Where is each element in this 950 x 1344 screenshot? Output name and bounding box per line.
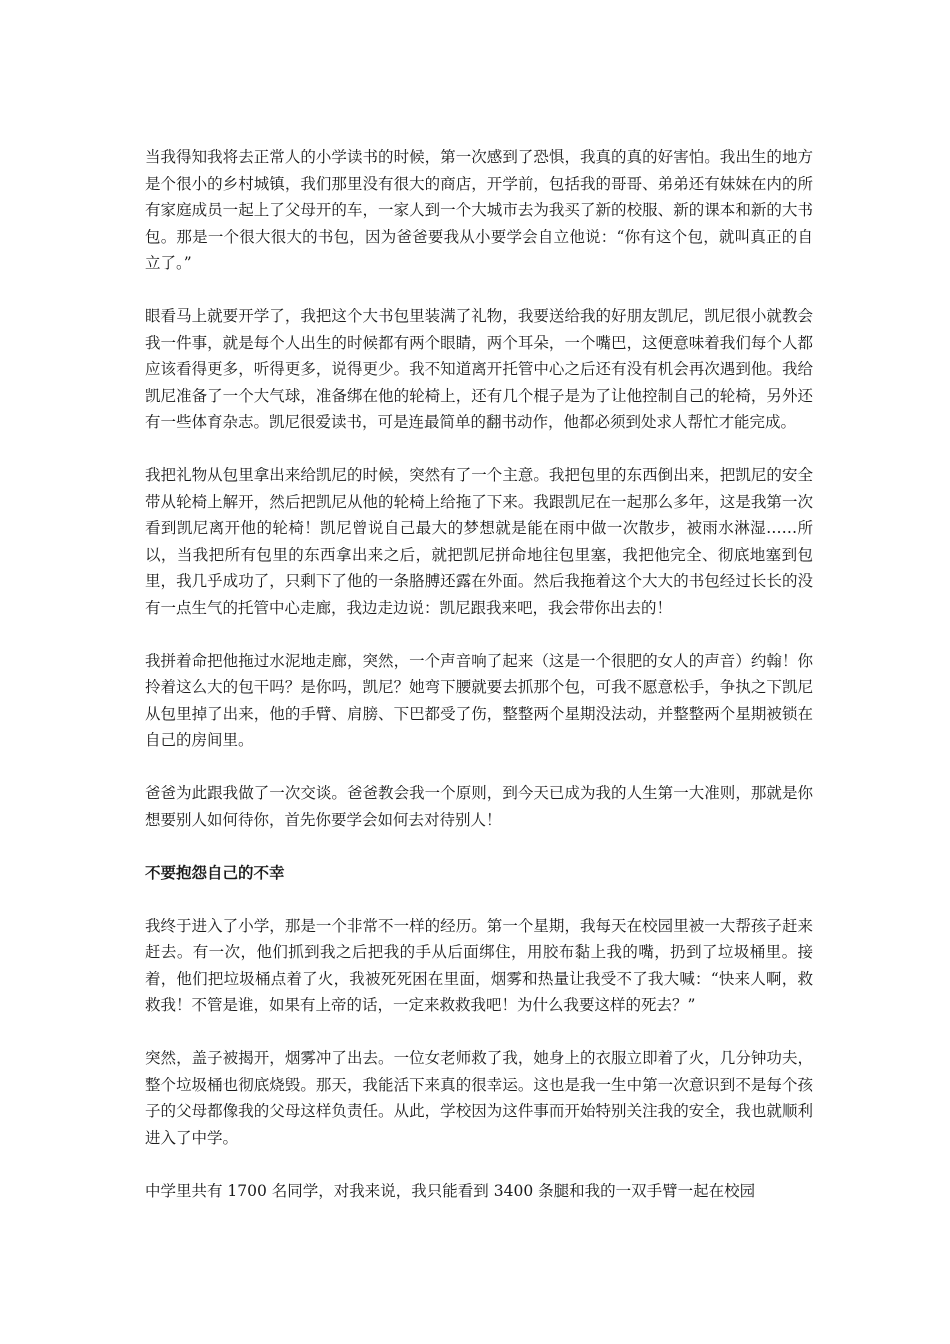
document-page [145,144,813,1231]
section-heading: 不要抱怨自己的不幸 [145,863,285,882]
paragraph: 爸爸为此跟我做了一次交谈。爸爸教会我一个原则，到今天已成为我的人生第一大准则，那就是你想要别人如何待你，首先你要学会如何去对待别人！ [145,784,813,829]
paragraph: 我终于进入了小学，那是一个非常不一样的经历。第一个星期，我每天在校园里被一大帮孩子赶来赶去。有一次，他们抓到我之后把我的手从后面绑住，用胶布黏上我的嘴，扔到了垃圾桶里。接着，他们把垃圾桶点着了火，我被死死困在里面，烟雾和热量让我受不了我大喊：“快来人啊，救救我！不管是谁，如果有上帝的话，一定来救救我吧！为什么我要这样的死去？” [145,916,813,1014]
paragraph: 中学里共有 1700 名同学，对我来说，我只能看到 3400 条腿和我的一双手臂一起在校园 [145,1181,756,1200]
paragraph: 眼看马上就要开学了，我把这个大书包里装满了礼物，我要送给我的好朋友凯尼，凯尼很小就教会我一件事，就是每个人出生的时候都有两个眼睛，两个耳朵，一个嘴巴，这便意味着我们每个人都应该看得更多，听得更多，说得更少。我不知道离开托管中心之后还有没有机会再次遇到他。我给凯尼准备了一个大气球，准备绑在他的轮椅上，还有几个棍子是为了让他控制自己的轮椅，另外还有一些体育杂志。凯尼很爱读书，可是连最简单的翻书动作，他都必须到处求人帮忙才能完成。 [145,307,813,431]
paragraph: 当我得知我将去正常人的小学读书的时候，第一次感到了恐惧，我真的真的好害怕。我出生的地方是个很小的乡村城镇，我们那里没有很大的商店，开学前，包括我的哥哥、弟弟还有妹妹在内的所有家庭成员一起上了父母开的车，一家人到一个大城市去为我买了新的校服、新的课本和新的大书包。那是一个很大很大的书包，因为爸爸要我从小要学会自立他说：“你有这个包，就叫真正的自立了。” [145,148,813,272]
paragraph: 我拼着命把他拖过水泥地走廊，突然，一个声音响了起来（这是一个很肥的女人的声音）约翰！你拎着这么大的包干吗？是你吗，凯尼？她弯下腰就要去抓那个包，可我不愿意松手，争执之下凯尼从包里掉了出来，他的手臂、肩膀、下巴都受了伤，整整两个星期没法动，并整整两个星期被锁在自己的房间里。 [145,651,813,749]
paragraph: 我把礼物从包里拿出来给凯尼的时候，突然有了一个主意。我把包里的东西倒出来，把凯尼的安全带从轮椅上解开，然后把凯尼从他的轮椅上给拖了下来。我跟凯尼在一起那么多年，这是我第一次看到凯尼离开他的轮椅！凯尼曾说自己最大的梦想就是能在雨中做一次散步，被雨水淋湿……所以，当我把所有包里的东西拿出来之后，就把凯尼拼命地往包里塞，我把他完全、彻底地塞到包里，我几乎成功了，只剩下了他的一条胳膊还露在外面。然后我拖着这个大大的书包经过长长的没有一点生气的托管中心走廊，我边走边说：凯尼跟我来吧，我会带你出去的！ [145,466,813,617]
paragraph: 突然，盖子被揭开，烟雾冲了出去。一位女老师救了我，她身上的衣服立即着了火，几分钟功夫，整个垃圾桶也彻底烧毁。那天，我能活下来真的很幸运。这也是我一生中第一次意识到不是每个孩子的父母都像我的父母这样负责任。从此，学校因为这件事而开始特别关注我的安全，我也就顺利进入了中学。 [145,1049,813,1147]
